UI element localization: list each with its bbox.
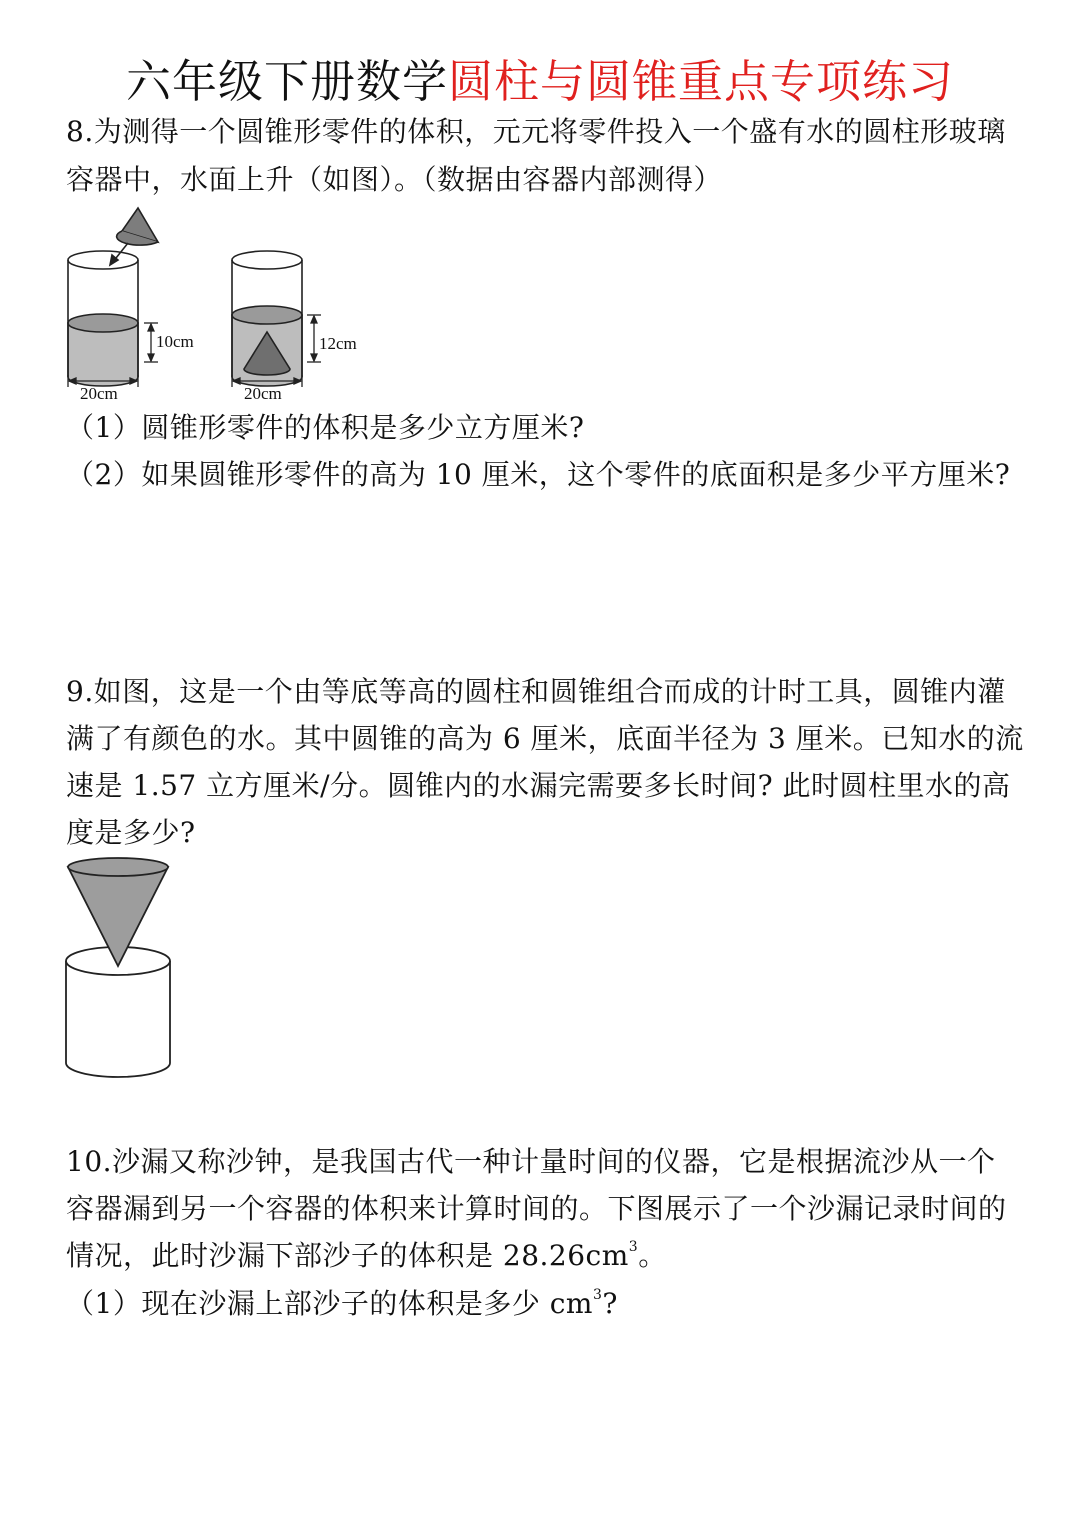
q10-line3-text: 情况，此时沙漏下部沙子的体积是 28.26cm: [66, 1239, 629, 1272]
q9-text-line-1: 9.如图，这是一个由等底等高的圆柱和圆锥组合而成的计时工具，圆锥内灌: [66, 675, 1006, 708]
q8-text-line-2: 容器中，水面上升（如图）。（数据由容器内部测得）: [66, 163, 723, 196]
q8-left-height-label: 10cm: [156, 332, 194, 351]
q8-subquestion-1: （1）圆锥形零件的体积是多少立方厘米?: [66, 411, 585, 444]
q9-text-line-4: 度是多少?: [66, 816, 196, 849]
q8-right-width-label: 20cm: [244, 384, 282, 400]
q8-left-width-label: 20cm: [80, 384, 118, 400]
q9-figure: [60, 855, 180, 1085]
q10-text-line-2: 容器漏到另一个容器的体积来计算时间的。下图展示了一个沙漏记录时间的: [66, 1192, 1007, 1225]
q10-subquestion-1: [66, 1284, 618, 1324]
title-part-black: 六年级下册数学: [125, 55, 448, 108]
q8-text-line-1: 8.为测得一个圆锥形零件的体积，元元将零件投入一个盛有水的圆柱形玻璃: [66, 115, 1006, 148]
q10-text-line-1: 10.沙漏又称沙钟，是我国古代一种计量时间的仪器，它是根据流沙从一个: [66, 1145, 996, 1178]
q10-text-line-3: [66, 1236, 667, 1276]
q10-line3-superscript: 3: [628, 1239, 639, 1255]
q9-text-line-3: 速是 1.57 立方厘米/分。圆锥内的水漏完需要多长时间? 此时圆柱里水的高: [66, 769, 1011, 802]
q8-right-height-label: 12cm: [319, 334, 357, 353]
q9-text-line-2: 满了有颜色的水。其中圆锥的高为 6 厘米，底面半径为 3 厘米。已知水的流: [66, 722, 1024, 755]
page-title: [0, 52, 1080, 112]
q8-subquestion-2: （2）如果圆锥形零件的高为 10 厘米，这个零件的底面积是多少平方厘米?: [66, 458, 1011, 491]
q10-sub1-end: ?: [602, 1287, 618, 1320]
q10-sub1-superscript: 3: [592, 1287, 603, 1303]
q10-sub1-text: （1）现在沙漏上部沙子的体积是多少 cm: [66, 1287, 593, 1320]
q10-line3-end: 。: [638, 1239, 667, 1272]
title-part-red: 圆柱与圆锥重点专项练习: [448, 55, 955, 108]
q8-left-cylinder-shape: [68, 251, 138, 386]
q8-right-cylinder-shape: [232, 251, 302, 386]
q8-figure-drawing: [60, 205, 380, 400]
